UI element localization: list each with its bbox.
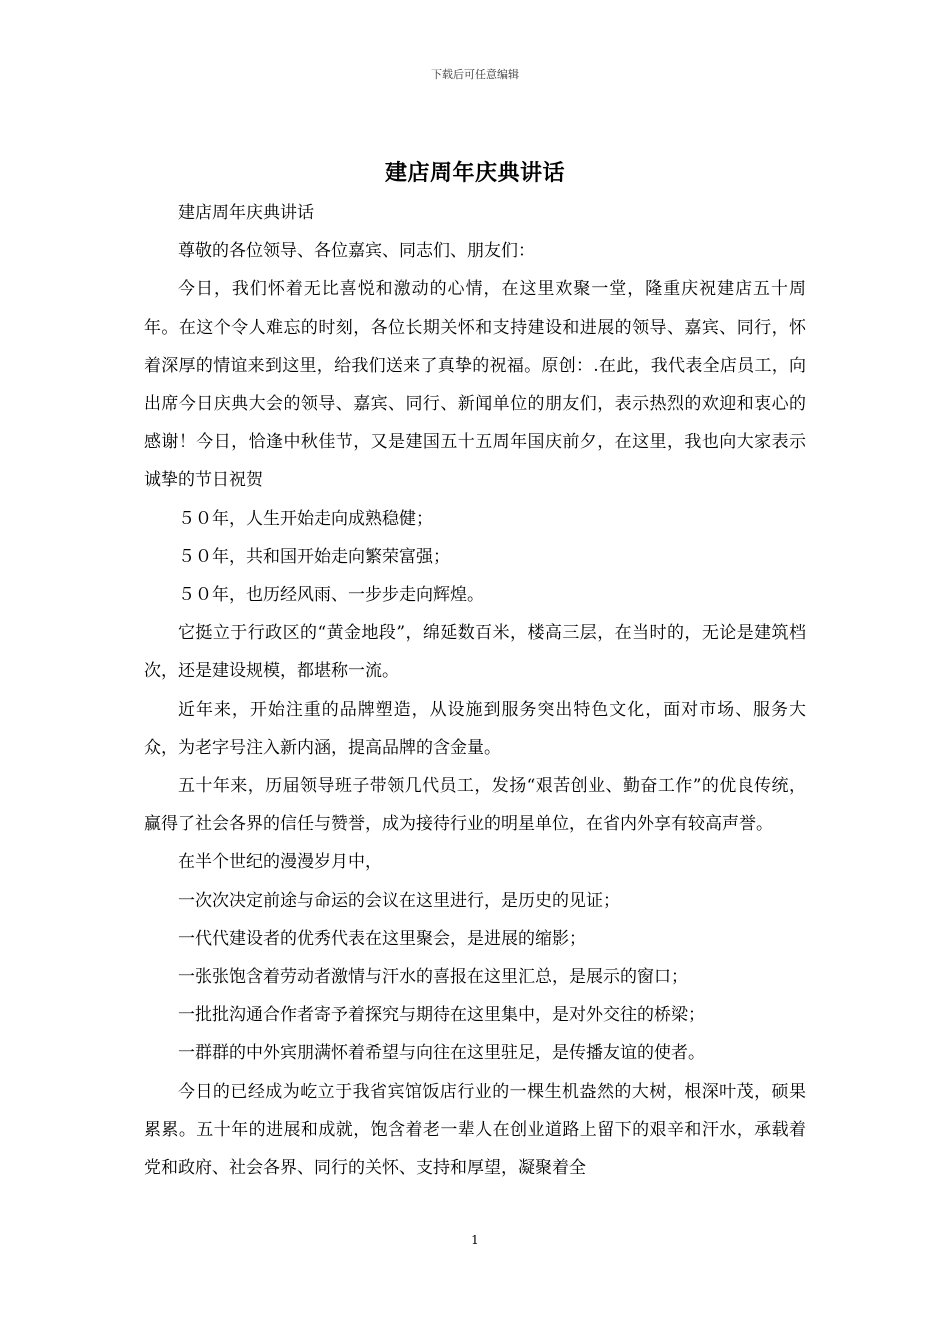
paragraph: 一张张饱含着劳动者激情与汗水的喜报在这里汇总，是展示的窗口；: [178, 967, 688, 988]
paragraph: 近年来，开始注重的品牌塑造，从设施到服务突出特色文化，面对市场、服务大众，为老字号注入新内涵，提高品牌的含金量。: [144, 699, 806, 758]
page-number: 1: [471, 1233, 479, 1247]
document-body: [144, 194, 806, 1187]
paragraph: 今日的已经成为屹立于我省宾馆饭店行业的一棵生机盎然的大树，根深叶茂，硕果累累。五十年的进展和成就，饱含着老一辈人在创业道路上留下的艰辛和汗水，承载着党和政府、社会各界、同行的关怀、支持和厚望，凝聚着全: [144, 1081, 806, 1179]
paragraph: 尊敬的各位领导、各位嘉宾、同志们、朋友们：: [178, 241, 535, 262]
paragraph: 五十年来，历届领导班子带领几代员工，发扬“艰苦创业、勤奋工作”的优良传统，赢得了社会各界的信任与赞誉，成为接待行业的明星单位，在省内外享有较高声誉。: [144, 776, 806, 835]
paragraph: ５０年，人生开始走向成熟稳健；: [178, 508, 433, 529]
paragraph: 今日，我们怀着无比喜悦和激动的心情，在这里欢聚一堂，隆重庆祝建店五十周年。在这个令人难忘的时刻，各位长期关怀和支持建设和进展的领导、嘉宾、同行，怀着深厚的情谊来到这里，给我们送来了真挚的祝福。原创：.在此，我代表全店员工，向出席今日庆典大会的领导、嘉宾、同行、新闻单位的朋友们，表示热烈的欢迎和衷心的感谢！今日，恰逢中秋佳节，又是建国五十五周年国庆前夕，在这里，我也向大家表示诚挚的节日祝贺: [144, 279, 806, 491]
paragraph: 它挺立于行政区的“黄金地段”，绵延数百米，楼高三层，在当时的，无论是建筑档次，还是建设规模，都堪称一流。: [144, 623, 806, 682]
paragraph: 一群群的中外宾朋满怀着希望与向往在这里驻足，是传播友谊的使者。: [178, 1043, 705, 1064]
paragraph: 一代代建设者的优秀代表在这里聚会，是进展的缩影；: [178, 928, 586, 949]
paragraph: 建店周年庆典讲话: [178, 203, 314, 223]
paragraph: ５０年，共和国开始走向繁荣富强；: [178, 546, 450, 567]
document-title: 建店周年庆典讲话: [384, 160, 565, 186]
header-note: 下载后可任意编辑: [431, 68, 519, 81]
paragraph: 一次次决定前途与命运的会议在这里进行，是历史的见证；: [178, 890, 620, 911]
paragraph: 在半个世纪的漫漫岁月中，: [178, 852, 382, 873]
paragraph: 一批批沟通合作者寄予着探究与期待在这里集中，是对外交往的桥梁；: [178, 1005, 705, 1026]
paragraph: ５０年，也历经风雨、一步步走向辉煌。: [178, 585, 484, 606]
